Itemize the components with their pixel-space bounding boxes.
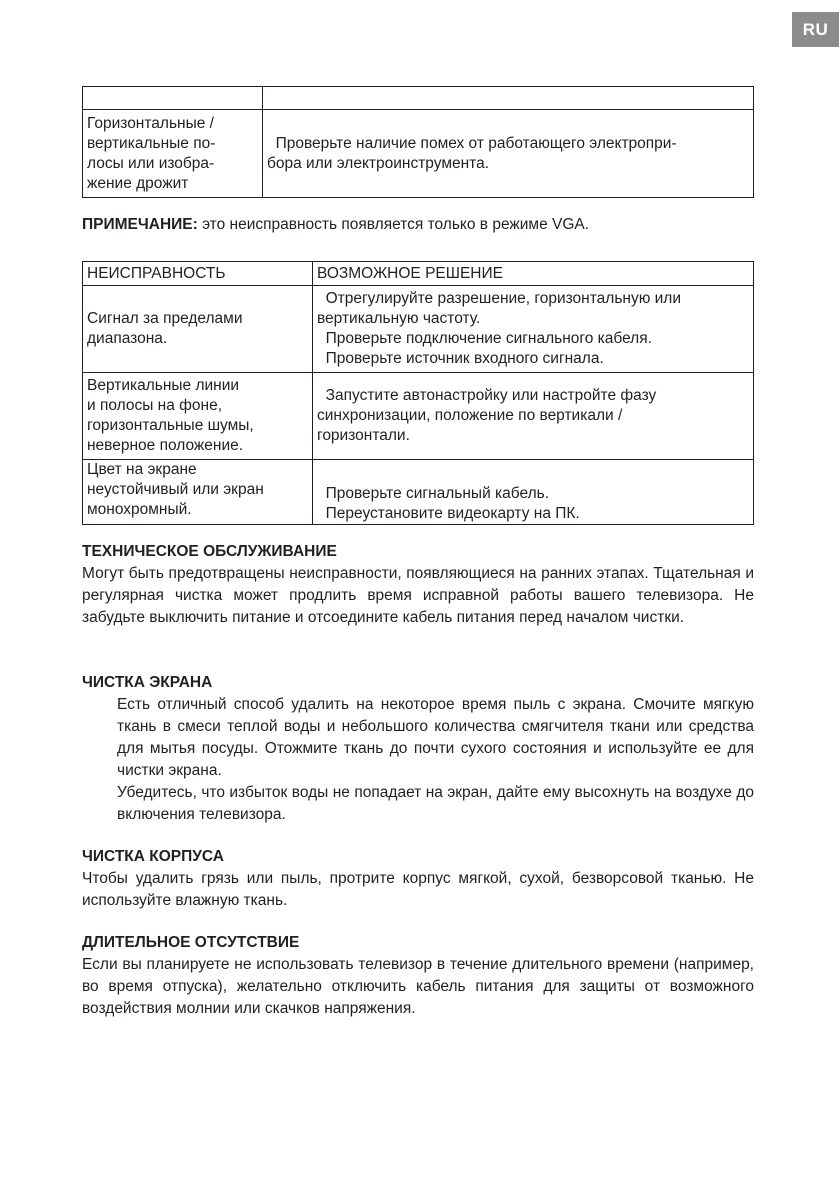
table-row [83, 286, 754, 373]
header-cell-problem: НЕИСПРАВНОСТЬ [83, 262, 313, 286]
section-paragraph: Если вы планируете не использовать телевизор в течение длительного времени (например, во время отпуска), желательно отключить кабель питания для защиты от возможного воздействия молнии или скачков напряжения. [82, 956, 754, 1017]
header-cell-problem [83, 87, 263, 110]
section-paragraph: Убедитесь, что избыток воды не попадает на экран, дайте ему высохнуть на воздухе до включения телевизора. [117, 784, 754, 823]
problem-cell: Цвет на экране неустойчивый или экран монохромный. [83, 460, 313, 525]
table-header-row [83, 87, 754, 110]
note-text: это неисправность появляется только в режиме VGA. [197, 216, 590, 233]
section-title: ДЛИТЕЛЬНОЕ ОТСУТСТВИЕ [82, 934, 300, 951]
section-paragraph: Чтобы удалить грязь или пыль, протрите корпус мягкой, сухой, безворсовой тканью. Не используйте влажную ткань. [82, 870, 754, 909]
section-screen-cleaning [82, 672, 754, 826]
table-row [83, 460, 754, 525]
section-title: ЧИСТКА КОРПУСА [82, 848, 224, 865]
table-header-row [83, 262, 754, 286]
section-paragraph: Могут быть предотвращены неисправности, появляющиеся на ранних этапах. Тщательная и регулярная чистка может продлить время исправной работы вашего телевизора. Не забудьте выключить питание и отсоедините кабель питания перед началом чистки. [82, 565, 754, 626]
table-row [83, 373, 754, 460]
troubleshooting-table-continued [82, 86, 754, 198]
vga-note [82, 216, 589, 234]
solution-cell: Проверьте сигнальный кабель. Переустановите видеокарту на ПК. [313, 460, 754, 525]
section-title: ЧИСТКА ЭКРАНА [82, 674, 213, 691]
header-cell-solution: ВОЗМОЖНОЕ РЕШЕНИЕ [313, 262, 754, 286]
solution-cell: Проверьте наличие помех от работающего электропри- бора или электроинструмента. [263, 110, 754, 198]
section-paragraph: Есть отличный способ удалить на некоторое время пыль с экрана. Смочите мягкую ткань в смеси теплой воды и небольшого количества смягчителя ткани или средства для мытья посуды. Отожмите ткань до почти сухого состояния и используйте ее для чистки экрана. [117, 696, 754, 779]
problem-cell: Сигнал за пределами диапазона. [83, 286, 313, 373]
table-row [83, 110, 754, 198]
section-title: ТЕХНИЧЕСКОЕ ОБСЛУЖИВАНИЕ [82, 543, 337, 560]
problem-cell: Вертикальные линии и полосы на фоне, горизонтальные шумы, неверное положение. [83, 373, 313, 460]
troubleshooting-table [82, 261, 754, 525]
section-cabinet-cleaning [82, 846, 754, 912]
section-maintenance [82, 541, 754, 629]
note-label: ПРИМЕЧАНИЕ: [82, 216, 198, 233]
header-cell-solution [263, 87, 754, 110]
problem-cell: Горизонтальные / вертикальные по- лосы или изобра- жение дрожит [83, 110, 263, 198]
solution-cell: Отрегулируйте разрешение, горизонтальную или вертикальную частоту. Проверьте подключение сигнального кабеля. Проверьте источник входного сигнала. [313, 286, 754, 373]
solution-cell: Запустите автонастройку или настройте фазу синхронизации, положение по вертикали / горизонтали. [313, 373, 754, 460]
section-long-absence [82, 932, 754, 1020]
language-tab: RU [792, 12, 839, 47]
